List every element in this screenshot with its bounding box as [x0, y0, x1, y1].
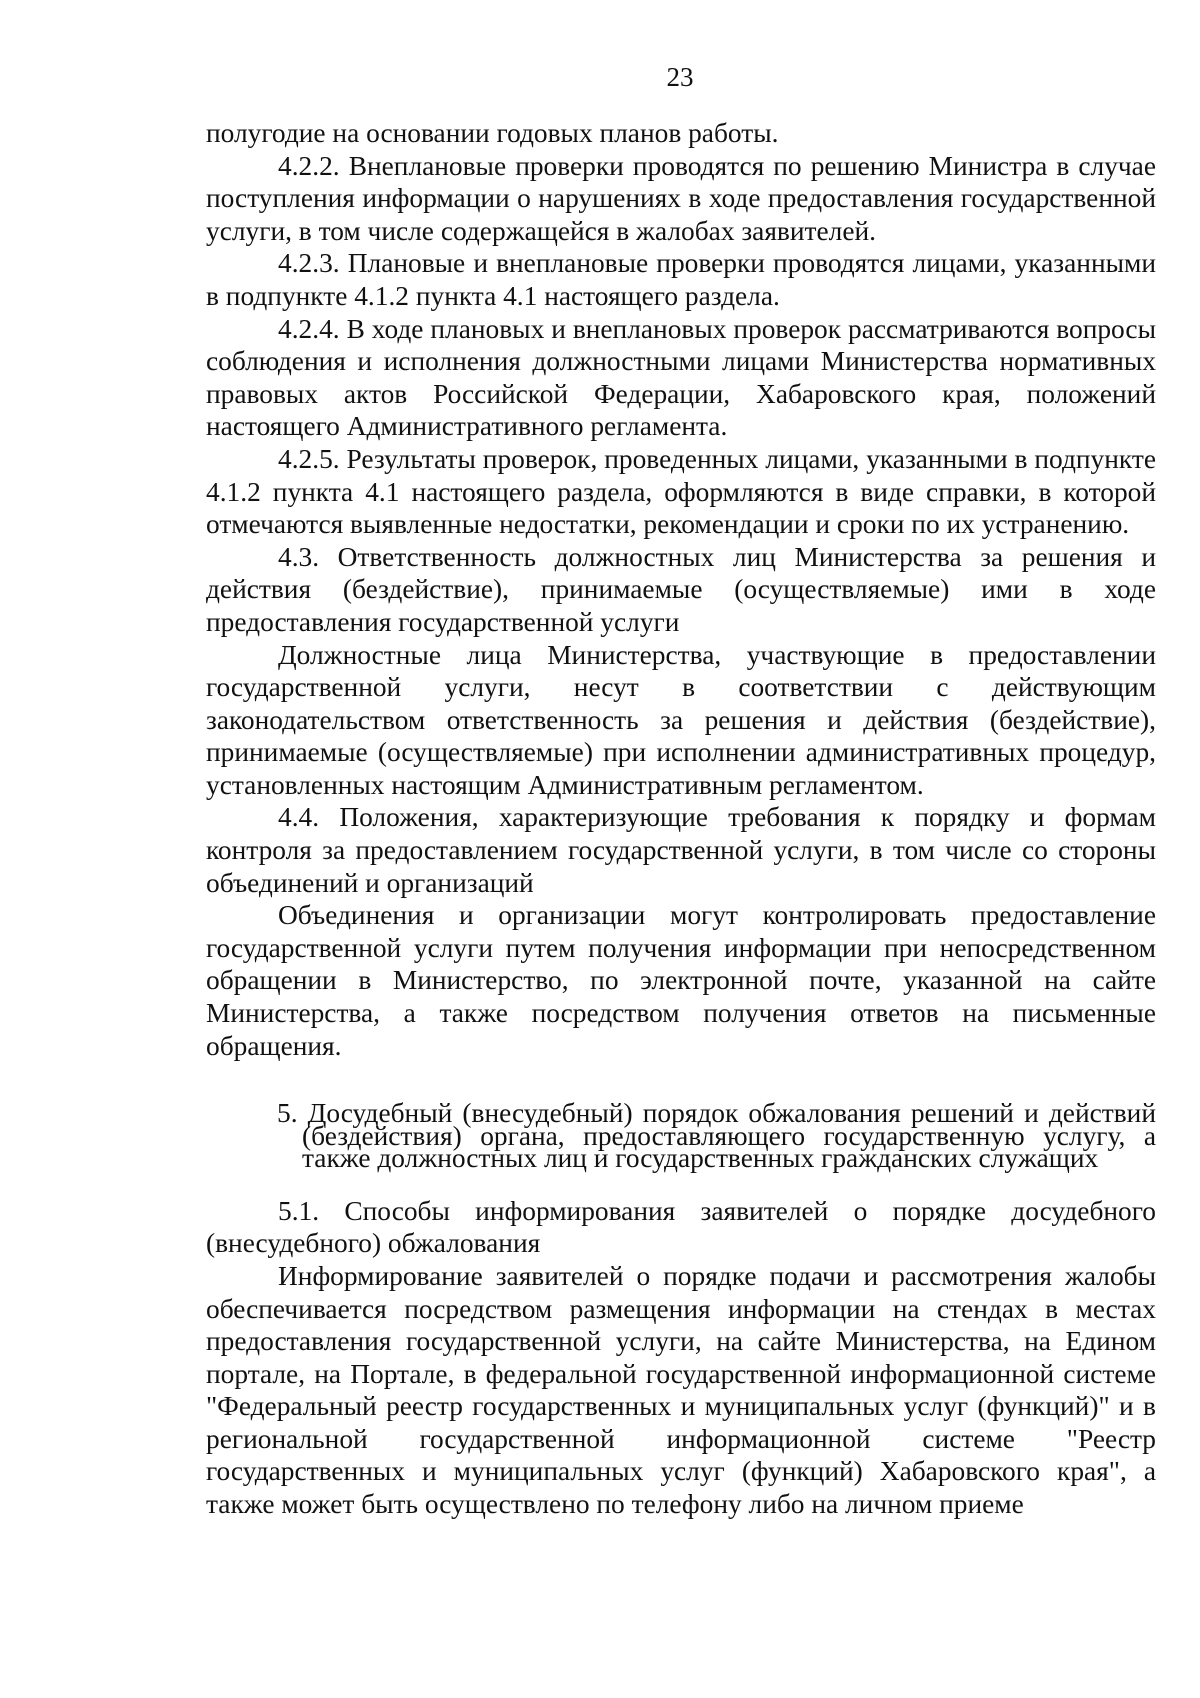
paragraph-4-2-3: 4.2.3. Плановые и внеплановые проверки проводятся лицами, указанными в подпункте 4.1.2 пункта 4.1 настоящего раздела.	[206, 248, 1156, 311]
paragraph-4-2-4: 4.2.4. В ходе плановых и внеплановых проверок рассматриваются вопросы соблюдения и исполнения должностными лицами Министерства нормативных правовых актов Российской Федерации, Хабаровского края, положений настоящего Административного регламента.	[206, 313, 1156, 442]
paragraph-4-2-2: 4.2.2. Внеплановые проверки проводятся по решению Министра в случае поступления информации о нарушениях в ходе предоставления государственной услуги, в том числе содержащейся в жалобах заявителей.	[206, 150, 1156, 246]
paragraph-4-3-body: Должностные лица Министерства, участвующие в предоставлении государственной услуги, несут в соответствии с действующим законодательством ответственность за решения и действия (бездействие), принимаемые (осуществляемые) при исполнении административных процедур, установленных настоящим Административным регламентом.	[206, 639, 1156, 800]
document-body	[206, 117, 1156, 1521]
paragraph-4-2-5: 4.2.5. Результаты проверок, проведенных лицами, указанными в подпункте 4.1.2 пункта 4.1 настоящего раздела, оформляются в виде справки, в которой отмечаются выявленные недостатки, рекомендации и сроки по их устранению.	[206, 443, 1156, 540]
paragraph-4-4-heading: 4.4. Положения, характеризующие требования к порядку и формам контроля за предоставлением государственной услуги, в том числе со стороны объединений и организаций	[206, 802, 1156, 898]
paragraph-4-4-body: Объединения и организации могут контролировать предоставление государственной услуги путем получения информации при непосредственном обращении в Министерство, по электронной почте, указанной на сайте Министерства, а также посредством получения ответов на письменные обращения.	[206, 900, 1156, 1061]
section-5-heading: 5. Досудебный (внесудебный) порядок обжалования решений и действий (бездействия) органа, предоставляющего государственную услугу, а также должностных лиц и государственных гражданских служащих	[277, 1098, 1156, 1174]
paragraph-5-1-body: Информирование заявителей о порядке подачи и рассмотрения жалобы обеспечивается посредством размещения информации на стендах в местах предоставления государственной услуги, на сайте Министерства, на Едином портале, на Портале, в федеральной государственной информационной системе "Федеральный реестр государственных и муниципальных услуг (функций)" и в региональной государственной информационной системе "Реестр государственных и муниципальных услуг (функций) Хабаровского края", а также может быть осуществлено по телефону либо на личном приеме	[206, 1260, 1156, 1520]
paragraph-5-1-heading: 5.1. Способы информирования заявителей о порядке досудебного (внесудебного) обжалования	[206, 1195, 1156, 1259]
paragraph-4-3-heading: 4.3. Ответственность должностных лиц Министерства за решения и действия (бездействие), принимаемые (осуществляемые) ими в ходе предоставления государственной услуги	[206, 541, 1156, 637]
page-number: 23	[666, 62, 694, 92]
paragraph-continuation: полугодие на основании годовых планов работы.	[206, 118, 779, 148]
